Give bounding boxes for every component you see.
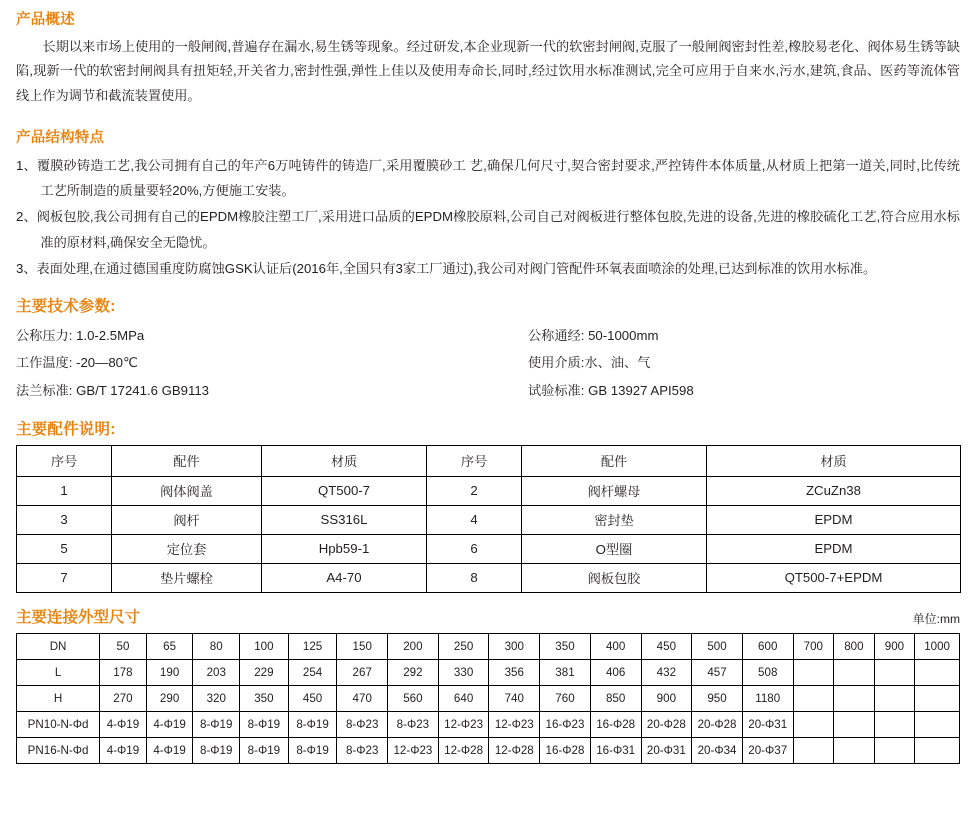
table-cell: 6: [427, 534, 522, 563]
table-cell: 3: [17, 505, 112, 534]
table-cell: 8-Φ23: [337, 711, 388, 737]
table-cell: 5: [17, 534, 112, 563]
table-cell: 阀板包胶: [522, 563, 707, 592]
table-cell: Hpb59-1: [262, 534, 427, 563]
column-header: 序号: [17, 445, 112, 476]
parameter-nominal-diameter: 公称通经: 50-1000mm: [528, 327, 659, 343]
table-cell: 800: [834, 633, 875, 659]
table-cell: 356: [489, 659, 540, 685]
parameter-working-temperature: 工作温度: -20—80℃: [16, 355, 138, 371]
table-cell: 4: [427, 505, 522, 534]
table-cell: [915, 711, 960, 737]
table-cell: 100: [240, 633, 289, 659]
table-row: [17, 563, 961, 592]
column-header: 序号: [427, 445, 522, 476]
table-cell: [793, 659, 834, 685]
table-cell: 292: [388, 659, 439, 685]
table-row: [17, 476, 961, 505]
table-cell: 阀杆: [112, 505, 262, 534]
table-cell: 290: [146, 685, 193, 711]
table-cell: 垫片螺栓: [112, 563, 262, 592]
table-row: [17, 685, 960, 711]
table-cell: 12-Φ28: [489, 737, 540, 763]
row-label: PN16-N-Φd: [17, 737, 100, 763]
table-cell: 12-Φ23: [438, 711, 489, 737]
table-cell: 8: [427, 563, 522, 592]
column-header: 配件: [112, 445, 262, 476]
row-label: PN10-N-Φd: [17, 711, 100, 737]
table-cell: 定位套: [112, 534, 262, 563]
table-cell: SS316L: [262, 505, 427, 534]
table-cell: 470: [337, 685, 388, 711]
table-cell: [834, 711, 875, 737]
table-cell: 12-Φ28: [438, 737, 489, 763]
dimensions-table: [16, 633, 960, 764]
table-cell: 4-Φ19: [100, 711, 147, 737]
parameter-medium: 使用介质:水、油、气: [528, 355, 651, 371]
table-cell: O型圈: [522, 534, 707, 563]
parts-table: [16, 445, 961, 593]
table-cell: 8-Φ23: [388, 711, 439, 737]
table-cell: 16-Φ23: [540, 711, 591, 737]
parameters-right-column: [488, 322, 960, 405]
table-cell: 20-Φ28: [641, 711, 692, 737]
parameters-columns: [16, 322, 960, 405]
table-cell: EPDM: [707, 505, 961, 534]
table-cell: [793, 711, 834, 737]
column-header: 配件: [522, 445, 707, 476]
spacer: [16, 282, 960, 294]
table-cell: 432: [641, 659, 692, 685]
table-cell: 320: [193, 685, 240, 711]
table-header-row: [17, 445, 961, 476]
table-cell: 560: [388, 685, 439, 711]
table-cell: 267: [337, 659, 388, 685]
table-cell: 330: [438, 659, 489, 685]
table-cell: [874, 659, 915, 685]
table-row: [17, 633, 960, 659]
table-cell: 20-Φ34: [692, 737, 743, 763]
table-cell: 16-Φ31: [590, 737, 641, 763]
table-cell: 150: [337, 633, 388, 659]
table-cell: [834, 659, 875, 685]
table-cell: 203: [193, 659, 240, 685]
table-cell: 406: [590, 659, 641, 685]
table-cell: 7: [17, 563, 112, 592]
table-cell: 8-Φ19: [240, 737, 289, 763]
row-label: H: [17, 685, 100, 711]
table-cell: 20-Φ31: [742, 711, 793, 737]
parameters-left-column: [16, 322, 488, 405]
table-cell: 700: [793, 633, 834, 659]
section-title-parts: 主要配件说明:: [16, 420, 116, 438]
table-cell: 20-Φ31: [641, 737, 692, 763]
table-cell: 740: [489, 685, 540, 711]
table-cell: 16-Φ28: [540, 737, 591, 763]
table-cell: 270: [100, 685, 147, 711]
table-cell: 450: [288, 685, 337, 711]
section-title-overview: 产品概述: [16, 12, 75, 28]
table-cell: [834, 685, 875, 711]
table-cell: [793, 737, 834, 763]
table-cell: 200: [388, 633, 439, 659]
table-row: [17, 737, 960, 763]
table-cell: 8-Φ19: [288, 737, 337, 763]
table-cell: 350: [540, 633, 591, 659]
parameter-nominal-pressure: 公称压力: 1.0-2.5MPa: [16, 327, 145, 343]
column-header: 材质: [262, 445, 427, 476]
table-cell: 125: [288, 633, 337, 659]
table-cell: A4-70: [262, 563, 427, 592]
table-row: [17, 711, 960, 737]
table-cell: 4-Φ19: [100, 737, 147, 763]
list-item: 1、覆膜砂铸造工艺,我公司拥有自己的年产6万吨铸件的铸造厂,采用覆膜砂工 艺,确保几何尺寸,契合密封要求,严控铸件本体质量,从材质上把第一道关,同时,比传统工艺所制造的质量要轻20%,方便施工安装。: [16, 158, 960, 199]
spacer: [16, 593, 960, 603]
table-cell: 450: [641, 633, 692, 659]
table-cell: 65: [146, 633, 193, 659]
table-cell: [793, 685, 834, 711]
spacer: [16, 112, 960, 126]
table-cell: 4-Φ19: [146, 711, 193, 737]
table-cell: [874, 711, 915, 737]
table-cell: 8-Φ23: [337, 737, 388, 763]
table-cell: 500: [692, 633, 743, 659]
table-cell: 950: [692, 685, 743, 711]
table-cell: 457: [692, 659, 743, 685]
table-cell: 400: [590, 633, 641, 659]
table-cell: 阀杆螺母: [522, 476, 707, 505]
table-cell: 900: [641, 685, 692, 711]
table-row: [17, 505, 961, 534]
table-cell: EPDM: [707, 534, 961, 563]
table-cell: 80: [193, 633, 240, 659]
table-cell: [834, 737, 875, 763]
row-label: DN: [17, 633, 100, 659]
table-cell: 300: [489, 633, 540, 659]
overview-paragraph: 长期以来市场上使用的一般闸阀,普遍存在漏水,易生锈等现象。经过研发,本企业现新一代的软密封闸阀,克服了一般闸阀密封性差,橡胶易老化、阀体易生锈等缺陷,现新一代的软密封闸阀具有扭矩轻,开关省力,密封性强,弹性上佳以及使用寿命长,同时,经过饮用水标准测试,完全可应用于自来水,污水,建筑,食品、医药等流体管线上作为调节和截流装置使用。: [16, 39, 960, 103]
table-cell: 640: [438, 685, 489, 711]
dimensions-unit-label: 单位:mm: [912, 611, 960, 626]
table-cell: 12-Φ23: [489, 711, 540, 737]
section-title-structure: 产品结构特点: [16, 130, 105, 147]
table-cell: 阀体阀盖: [112, 476, 262, 505]
dimensions-heading-row: [16, 605, 960, 627]
table-cell: 8-Φ19: [240, 711, 289, 737]
table-cell: 850: [590, 685, 641, 711]
table-cell: [874, 737, 915, 763]
table-cell: [915, 659, 960, 685]
parameter-test-standard: 试验标准: GB 13927 API598: [528, 383, 694, 399]
table-cell: QT500-7: [262, 476, 427, 505]
table-cell: QT500-7+EPDM: [707, 563, 961, 592]
table-cell: 178: [100, 659, 147, 685]
table-cell: [874, 685, 915, 711]
table-cell: 250: [438, 633, 489, 659]
column-header: 材质: [707, 445, 961, 476]
table-cell: 508: [742, 659, 793, 685]
section-title-parameters: 主要技术参数:: [16, 297, 116, 315]
table-cell: 190: [146, 659, 193, 685]
table-cell: 254: [288, 659, 337, 685]
section-title-dimensions: 主要连接外型尺寸: [16, 608, 141, 626]
table-cell: 381: [540, 659, 591, 685]
structure-feature-list: [16, 153, 960, 280]
table-cell: 50: [100, 633, 147, 659]
table-cell: 1000: [915, 633, 960, 659]
table-cell: 229: [240, 659, 289, 685]
table-cell: 8-Φ19: [193, 711, 240, 737]
spacer: [16, 405, 960, 417]
parameter-flange-standard: 法兰标准: GB/T 17241.6 GB9113: [16, 383, 210, 399]
table-cell: 8-Φ19: [193, 737, 240, 763]
table-cell: 350: [240, 685, 289, 711]
table-cell: ZCuZn38: [707, 476, 961, 505]
table-cell: 4-Φ19: [146, 737, 193, 763]
table-cell: 1: [17, 476, 112, 505]
table-cell: [915, 685, 960, 711]
table-cell: 2: [427, 476, 522, 505]
table-cell: [915, 737, 960, 763]
table-row: [17, 659, 960, 685]
table-cell: 密封垫: [522, 505, 707, 534]
list-item: 2、阀板包胶,我公司拥有自己的EPDM橡胶注塑工厂,采用进口品质的EPDM橡胶原料,公司自己对阀板进行整体包胶,先进的设备,先进的橡胶硫化工艺,符合应用水标准的原材料,确保安全无隐忧。: [16, 209, 960, 250]
table-cell: 12-Φ23: [388, 737, 439, 763]
table-cell: 20-Φ28: [692, 711, 743, 737]
table-cell: 900: [874, 633, 915, 659]
table-cell: 760: [540, 685, 591, 711]
table-cell: 1180: [742, 685, 793, 711]
table-cell: 600: [742, 633, 793, 659]
row-label: L: [17, 659, 100, 685]
table-row: [17, 534, 961, 563]
table-cell: 8-Φ19: [288, 711, 337, 737]
table-cell: 16-Φ28: [590, 711, 641, 737]
table-cell: 20-Φ37: [742, 737, 793, 763]
list-item: 3、表面处理,在通过德国重度防腐蚀GSK认证后(2016年,全国只有3家工厂通过),我公司对阀门管配件环氧表面喷涂的处理,已达到标准的饮用水标准。: [16, 260, 877, 276]
